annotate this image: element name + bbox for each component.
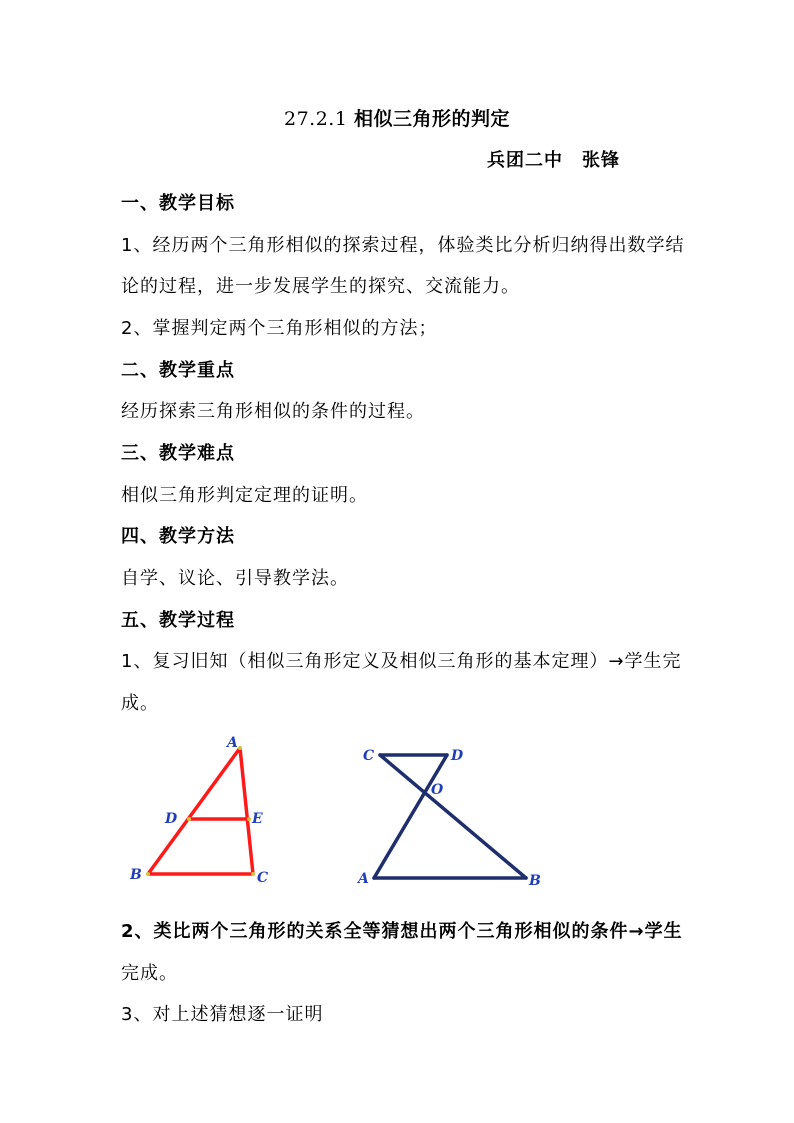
paragraph-process-3: 3、对上述猜想逐一证明: [121, 1004, 324, 1025]
author-line: 兵团二中 张锋: [487, 150, 620, 171]
paragraph-key-points: 经历探索三角形相似的条件的过程。: [121, 401, 425, 422]
paragraph-process-1-line-2: 成。: [121, 693, 159, 714]
label-right-a: A: [358, 871, 369, 887]
section-heading-process: 五、教学过程: [121, 610, 235, 631]
label-left-a: A: [227, 735, 238, 751]
section-heading-methods: 四、教学方法: [121, 526, 235, 547]
label-right-d: D: [451, 748, 464, 764]
title-number: 27.2.1: [284, 108, 348, 130]
paragraph-process-1-line-1: 1、复习旧知（相似三角形定义及相似三角形的基本定理）→学生完: [121, 651, 682, 672]
paragraph-goal-1-line-1: 1、经历两个三角形相似的探索过程，体验类比分析归纳得出数学结: [121, 235, 685, 256]
section-heading-key-points: 二、教学重点: [121, 360, 235, 381]
paragraph-difficulties: 相似三角形判定定理的证明。: [121, 485, 368, 506]
vertex-dot-d: [187, 817, 191, 821]
label-right-o: O: [431, 782, 444, 798]
label-left-b: B: [130, 867, 142, 883]
label-left-d: D: [165, 811, 178, 827]
paragraph-process-2-line-1: 2、类比两个三角形的关系全等猜想出两个三角形相似的条件→学生: [121, 921, 683, 942]
left-triangle: [148, 748, 253, 874]
vertex-dot-b: [146, 872, 150, 876]
paragraph-methods: 自学、议论、引导教学法。: [121, 568, 349, 589]
section-heading-difficulties: 三、教学难点: [121, 443, 235, 464]
right-figure: [374, 755, 526, 878]
title-text: 相似三角形的判定: [353, 108, 510, 130]
segment-da: [374, 755, 447, 878]
label-left-e: E: [252, 811, 263, 827]
vertex-dot-c: [251, 872, 255, 876]
section-heading-goals: 一、教学目标: [121, 193, 235, 214]
vertex-dot-a: [238, 746, 242, 750]
paragraph-goal-2: 2、掌握判定两个三角形相似的方法；: [121, 318, 438, 339]
vertex-dot-e: [247, 817, 251, 821]
label-right-b: B: [529, 873, 541, 889]
paragraph-process-2-line-2: 完成。: [121, 963, 178, 984]
triangle-abc: [148, 748, 253, 874]
triangles-figure: [120, 728, 560, 894]
label-left-c: C: [257, 870, 269, 886]
label-right-c: C: [363, 748, 375, 764]
segment-cb: [380, 755, 526, 878]
paragraph-goal-1-line-2: 论的过程，进一步发展学生的探究、交流能力。: [121, 276, 520, 297]
page-title: [0, 104, 794, 131]
